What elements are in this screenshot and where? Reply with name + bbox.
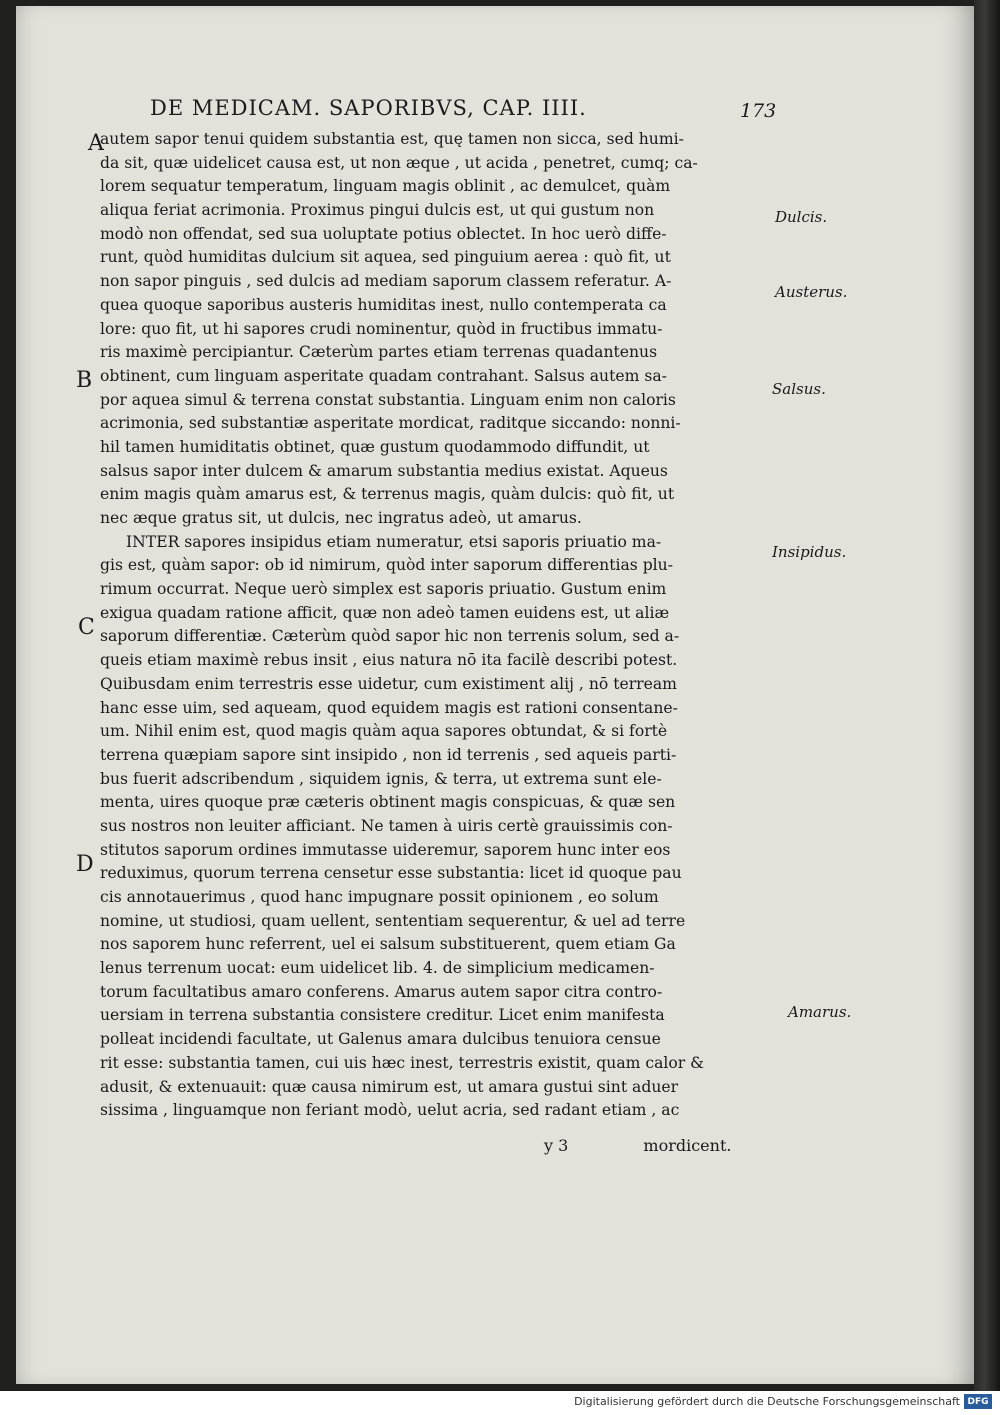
folio-number: 173 (740, 100, 777, 122)
margin-note-salsus: Salsus. (772, 380, 826, 398)
margin-note-dulcis: Dulcis. (775, 208, 828, 226)
text-line: gis est, quàm sapor: ob id nimirum, quòd inter saporum differentias plu- (100, 556, 673, 575)
text-line: lore: quo fit, ut hi sapores crudi nominentur, quòd in fructibus immatu- (100, 319, 663, 338)
margin-note-austerus: Austerus. (775, 283, 848, 301)
text-line: quea quoque saporibus austeris humiditas inest, nullo contemperata ca (100, 295, 667, 314)
text-line: bus fuerit adscribendum , siquidem ignis, & terra, ut extrema sunt ele- (100, 769, 662, 788)
section-letter-a: A (88, 131, 104, 156)
text-line: ris maximè percipiantur. Cæterùm partes etiam terrenas quadantenus (100, 343, 658, 362)
body-text (100, 128, 768, 1123)
text-line: nos saporem hunc referrent, uel ei salsum substituerent, quem etiam Ga (100, 935, 676, 954)
text-line: um. Nihil enim est, quod magis quàm aqua sapores obtundat, & si fortè (100, 722, 668, 741)
text-line: lenus terrenum uocat: eum uidelicet lib. 4. de simplicium medicamen- (100, 959, 655, 978)
section-letter-d: D (76, 852, 94, 877)
footer-bar (0, 1391, 1000, 1415)
text-line: obtinent, cum linguam asperitate quadam contrahant. Salsus autem sa- (100, 366, 667, 385)
dfg-logo-icon: DFG (964, 1394, 992, 1409)
text-line: sissima , linguamque non feriant modò, uelut acria, sed radant etiam , ac (100, 1101, 680, 1120)
section-letter-c: C (78, 615, 95, 640)
text-line: nomine, ut studiosi, quam uellent, sententiam sequerentur, & uel ad terre (100, 911, 686, 930)
text-line: INTER sapores insipidus etiam numeratur, etsi saporis priuatio ma- (126, 532, 662, 551)
margin-note-amarus: Amarus. (788, 1003, 852, 1021)
text-line: salsus sapor inter dulcem & amarum substantia medius existat. Aqueus (100, 461, 668, 480)
margin-note-insipidus: Insipidus. (772, 543, 847, 561)
text-line: por aquea simul & terrena constat substantia. Linguam enim non caloris (100, 390, 676, 409)
text-line: sus nostros non leuiter afficiant. Ne tamen à uiris certè grauissimis con- (100, 816, 673, 835)
text-line: runt, quòd humiditas dulcium sit aquea, sed pinguium aerea : quò fit, ut (100, 248, 671, 267)
text-line: torum facultatibus amaro conferens. Amarus autem sapor citra contro- (100, 982, 663, 1001)
text-line: queis etiam maximè rebus insit , eius natura nō ita facilè describi potest. (100, 651, 678, 670)
text-line: reduximus, quorum terrena censetur esse substantia: licet id quoque pau (100, 864, 682, 883)
text-line: da sit, quæ uidelicet causa est, ut non æque , ut acida , penetret, cumq; ca- (100, 153, 698, 172)
text-line: terrena quæpiam sapore sint insipido , non id terrenis , sed aqueis parti- (100, 745, 677, 764)
text-line: menta, uires quoque præ cæteris obtinent magis conspicuas, & quæ sen (100, 793, 676, 812)
text-line: polleat incidendi facultate, ut Galenus amara dulcibus tenuiora censue (100, 1030, 661, 1049)
text-line: lorem sequatur temperatum, linguam magis oblinit , ac demulcet, quàm (100, 177, 671, 196)
text-line: non sapor pinguis , sed dulcis ad mediam saporum classem referatur. A- (100, 272, 672, 291)
signature-mark: y 3 (544, 1136, 569, 1155)
text-line: rimum occurrat. Neque uerò simplex est saporis priuatio. Gustum enim (100, 580, 667, 599)
text-line: saporum differentiæ. Cæterùm quòd sapor hic non terrenis solum, sed a- (100, 627, 680, 646)
text-line: uersiam in terrena substantia consistere creditur. Licet enim manifesta (100, 1006, 665, 1025)
text-line: rit esse: substantia tamen, cui uis hæc inest, terrestris existit, quam calor & (100, 1053, 705, 1072)
text-line: adusit, & extenuauit: quæ causa nimirum est, ut amara gustui sint aduer (100, 1077, 679, 1096)
text-line: enim magis quàm amarus est, & terrenus magis, quàm dulcis: quò fit, ut (100, 485, 675, 504)
section-letter-b: B (76, 368, 93, 393)
text-line: stitutos saporum ordines immutasse uideremur, saporem hunc inter eos (100, 840, 671, 859)
catchword: mordicent. (643, 1136, 732, 1155)
page-edge-shadow (974, 0, 1000, 1391)
text-line: Quibusdam enim terrestris esse uidetur, cum existiment alij , nō terream (100, 674, 677, 693)
text-line: exigua quadam ratione afficit, quæ non adeò tamen euidens est, ut aliæ (100, 603, 670, 622)
text-line: autem sapor tenui quidem substantia est, quę tamen non sicca, sed humi- (100, 130, 684, 148)
text-line: acrimonia, sed substantiæ asperitate mordicat, raditque siccando: nonni- (100, 414, 681, 433)
funding-credit: Digitalisierung gefördert durch die Deutsche Forschungsgemeinschaft (574, 1395, 960, 1408)
text-line: aliqua feriat acrimonia. Proximus pingui dulcis est, ut qui gustum non (100, 201, 655, 220)
text-line: hanc esse uim, sed aqueam, quod equidem magis est rationi consentane- (100, 698, 678, 717)
text-line: hil tamen humiditatis obtinet, quæ gustum quodammodo diffundit, ut (100, 437, 650, 456)
running-title: DE MEDICAM. SAPORIBVS, CAP. IIII. (150, 96, 587, 120)
text-line: modò non offendat, sed sua uoluptate potius oblectet. In hoc uerò diffe- (100, 224, 667, 243)
text-line: cis annotauerimus , quod hanc impugnare possit opinionem , eo solum (100, 888, 659, 906)
text-line: nec æque gratus sit, ut dulcis, nec ingratus adeò, ut amarus. (100, 509, 582, 527)
catchword-line (544, 1136, 731, 1155)
